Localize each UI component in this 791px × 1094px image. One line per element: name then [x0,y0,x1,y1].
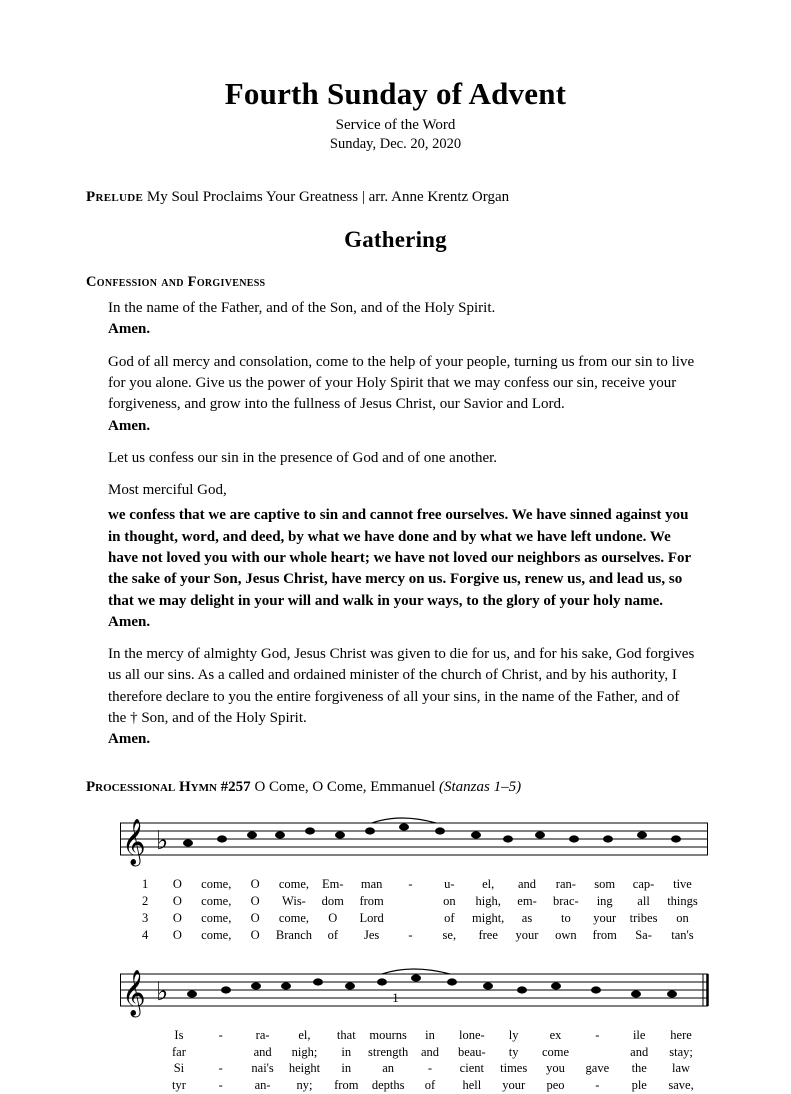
confession-text: we confess that we are captive to sin and cannot free ourselves. We have sinned against you in thought, word, and deed, by what we have done and by what we have left undone. We have not loved you with our whole heart; we have not loved our neighbors as ourselves. For the sake of your Son, Jesus Christ, have mercy on us. Forgive us, renew us, and lead us, so that we may delight in your will and walk in your ways, to the glory of your holy name. [108,507,691,609]
absolution-paragraph: In the mercy of almighty God, Jesus Christ was given to die for us, and for his sake, God forgives us all our sins. As a called and ordained minister of the church of Christ, and by his authority, I therefore declare to you the entire forgiveness of all your sins, in the name of the Father, and of the † Son, and of the Holy Spirit. [108,646,695,727]
response-amen-3: Amen. [108,613,151,630]
slur [372,818,436,823]
hymn-title: O Come, O Come, Emmanuel [254,778,436,795]
lyric-row: Is - ra- el, that mourns in lone- ly ex - ile here [174,1027,692,1042]
lyric-row: 3 O come, O come, O Lord of might, as to your tribes on [142,910,689,925]
prelude-text: My Soul Proclaims Your Greatness | arr. Anne Krentz Organ [146,188,510,205]
svg-text:♭: ♭ [156,826,169,857]
hymn-stanzas-note: (Stanzas 1–5) [439,778,522,795]
lyric-row: far and nigh; in strength and beau- ty come and stay; [171,1044,693,1059]
music-system-1 [104,809,724,944]
response-amen-4: Amen. [108,731,151,748]
service-subtitle: Service of the Word [335,116,456,133]
confession-address: Most merciful God, [108,482,227,499]
section-heading-gathering: Gathering [344,227,447,253]
staff-system-1-notation [104,809,724,871]
response-amen-2: Amen. [108,417,151,434]
response-amen-1: Amen. [108,321,151,338]
svg-text:♭: ♭ [156,976,169,1007]
invocation-line: In the name of the Father, and of the Son, and of the Holy Spirit. [108,300,496,317]
treble-clef-icon: 𝄞 [122,969,146,1016]
lyrics-system-1 [142,876,702,944]
music-system-2 [104,960,724,1094]
lyrics-system-2 [142,1027,702,1094]
prayer-paragraph: God of all mercy and consolation, come to the help of your people, turning us from our sin to live for you alone. Give us the power of your Holy Spirit that we may confess our sin, receive your forgiveness, and grow into the fullness of Jesus Christ, our Savior and Lord. [108,353,695,413]
service-date: Sunday, Dec. 20, 2020 [329,136,462,153]
lyric-row: 4 O come, O Branch of Jes - se, free your own from Sa- tan's [142,927,694,942]
noteheads-system-1 [183,824,681,847]
lyric-row: Si - nai's height in an - cient times you gave the law [173,1061,691,1076]
page-title: Fourth Sunday of Advent [224,76,567,111]
hymn-label: Processional Hymn #257 [86,778,251,795]
prelude-label: Prelude [86,188,144,205]
lyric-row: 2 O come, O Wis- dom from on high, em- brac- ing all things [142,894,698,909]
confession-body [108,298,701,751]
slur [382,969,450,974]
lyric-row: tyr - an- ny; from depths of hell your peo - ple save, [171,1078,694,1093]
treble-clef-icon: 𝄞 [122,819,146,866]
prelude-line [86,188,705,208]
invitation-line: Let us confess our sin in the presence of God and of one another. [108,449,498,466]
hymn-heading [86,778,705,798]
confession-heading: Confession and Forgiveness [86,274,266,291]
hymn-music [104,809,724,1094]
page-number: 1 [392,990,399,1005]
lyric-row: 1 O come, O come, Em- man - u- el, and ran- som cap- tive [142,877,692,892]
